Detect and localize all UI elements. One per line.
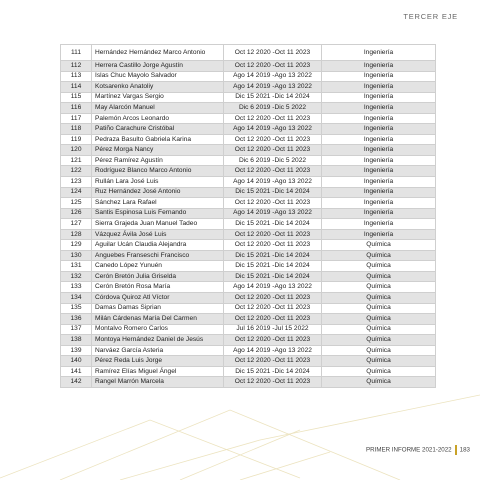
researcher-name: Herrera Castillo Jorge Agustín: [92, 61, 224, 72]
table-row: [61, 113, 436, 124]
row-number: 112: [61, 61, 92, 72]
table-row: [61, 198, 436, 209]
row-number: 133: [61, 282, 92, 293]
appointment-period: Oct 12 2020 -Oct 11 2023: [224, 229, 322, 240]
appointment-period: Dic 15 2021 -Dic 14 2024: [224, 366, 322, 377]
table-row: [61, 124, 436, 135]
researcher-name: Damas Damas Siprian: [92, 303, 224, 314]
row-number: 139: [61, 345, 92, 356]
table-row: [61, 377, 436, 388]
table-row: [61, 366, 436, 377]
appointment-period: Oct 12 2020 -Oct 11 2023: [224, 335, 322, 346]
report-label: PRIMER INFORME 2021-2022: [366, 446, 452, 454]
appointment-period: Oct 12 2020 -Oct 11 2023: [224, 61, 322, 72]
appointment-period: Ago 14 2019 -Ago 13 2022: [224, 71, 322, 82]
research-area: Ingeniería: [322, 134, 436, 145]
researcher-name: Sánchez Lara Rafael: [92, 198, 224, 209]
appointment-period: Dic 15 2021 -Dic 14 2024: [224, 219, 322, 230]
research-area: Química: [322, 250, 436, 261]
appointment-period: Ago 14 2019 -Ago 13 2022: [224, 82, 322, 93]
row-number: 113: [61, 71, 92, 82]
researcher-name: Narváez García Asteria: [92, 345, 224, 356]
row-number: 122: [61, 166, 92, 177]
researcher-name: Rodríguez Blanco Marco Antonio: [92, 166, 224, 177]
researcher-name: Milán Cárdenas María Del Carmen: [92, 314, 224, 325]
row-number: 118: [61, 124, 92, 135]
row-number: 130: [61, 250, 92, 261]
table-row: [61, 82, 436, 93]
table-row: [61, 177, 436, 188]
row-number: 129: [61, 240, 92, 251]
research-area: Química: [322, 303, 436, 314]
research-area: Ingeniería: [322, 219, 436, 230]
research-area: Química: [322, 271, 436, 282]
appointment-period: Oct 12 2020 -Oct 11 2023: [224, 134, 322, 145]
research-area: Ingeniería: [322, 229, 436, 240]
table-row: [61, 345, 436, 356]
research-area: Química: [322, 261, 436, 272]
table-row: [61, 166, 436, 177]
appointment-period: Ago 14 2019 -Ago 13 2022: [224, 345, 322, 356]
appointment-period: Dic 6 2019 -Dic 5 2022: [224, 103, 322, 114]
research-area: Química: [322, 282, 436, 293]
row-number: 117: [61, 113, 92, 124]
row-number: 123: [61, 177, 92, 188]
appointment-period: Ago 14 2019 -Ago 13 2022: [224, 124, 322, 135]
row-number: 134: [61, 293, 92, 304]
table-row: [61, 335, 436, 346]
researcher-name: Islas Chuc Mayolo Salvador: [92, 71, 224, 82]
appointment-period: Oct 12 2020 -Oct 11 2023: [224, 166, 322, 177]
research-area: Química: [322, 345, 436, 356]
research-area: Ingeniería: [322, 124, 436, 135]
appointment-period: Oct 12 2020 -Oct 11 2023: [224, 377, 322, 388]
research-area: Ingeniería: [322, 61, 436, 72]
research-area: Ingeniería: [322, 177, 436, 188]
table-row: [61, 92, 436, 103]
researcher-name: Aguilar Ucán Claudia Alejandra: [92, 240, 224, 251]
appointment-period: Oct 12 2020 -Oct 11 2023: [224, 240, 322, 251]
researcher-name: Montoya Hernández Daniel de Jesús: [92, 335, 224, 346]
appointment-period: Dic 15 2021 -Dic 14 2024: [224, 92, 322, 103]
researcher-name: Palemón Arcos Leonardo: [92, 113, 224, 124]
table-row: [61, 282, 436, 293]
row-number: 136: [61, 314, 92, 325]
table-row: [61, 103, 436, 114]
researcher-name: Pérez Ramírez Agustín: [92, 155, 224, 166]
appointment-period: Dic 15 2021 -Dic 14 2024: [224, 187, 322, 198]
appointment-period: Dic 6 2019 -Dic 5 2022: [224, 155, 322, 166]
researcher-name: Córdova Quiroz Atl Víctor: [92, 293, 224, 304]
table-row: [61, 45, 436, 61]
appointment-period: Ago 14 2019 -Ago 13 2022: [224, 282, 322, 293]
row-number: 140: [61, 356, 92, 367]
footer-divider: [455, 445, 457, 455]
row-number: 131: [61, 261, 92, 272]
row-number: 121: [61, 155, 92, 166]
row-number: 125: [61, 198, 92, 209]
researcher-name: Vázquez Ávila José Luis: [92, 229, 224, 240]
researcher-name: Rullán Lara José Luis: [92, 177, 224, 188]
table-row: [61, 250, 436, 261]
table-row: [61, 303, 436, 314]
appointment-period: Oct 12 2020 -Oct 11 2023: [224, 303, 322, 314]
table-row: [61, 356, 436, 367]
researcher-name: Cerón Bretón Julia Griselda: [92, 271, 224, 282]
row-number: 114: [61, 82, 92, 93]
researcher-name: Montalvo Romero Carlos: [92, 324, 224, 335]
page-footer: [366, 445, 470, 455]
research-area: Química: [322, 335, 436, 346]
appointment-period: Jul 16 2019 -Jul 15 2022: [224, 324, 322, 335]
appointment-period: Oct 12 2020 -Oct 11 2023: [224, 113, 322, 124]
researcher-name: Hernández Hernández Marco Antonio: [92, 45, 224, 61]
row-number: 135: [61, 303, 92, 314]
table-body: [61, 45, 436, 388]
appointment-period: Ago 14 2019 -Ago 13 2022: [224, 177, 322, 188]
table-row: [61, 187, 436, 198]
research-area: Ingeniería: [322, 103, 436, 114]
row-number: 120: [61, 145, 92, 156]
researcher-name: Cerón Bretón Rosa María: [92, 282, 224, 293]
row-number: 119: [61, 134, 92, 145]
researcher-name: Patiño Carachure Cristóbal: [92, 124, 224, 135]
research-area: Química: [322, 356, 436, 367]
researcher-name: Ramírez Elías Miguel Ángel: [92, 366, 224, 377]
table-row: [61, 293, 436, 304]
research-area: Química: [322, 366, 436, 377]
row-number: 126: [61, 208, 92, 219]
researcher-name: Martínez Vargas Sergio: [92, 92, 224, 103]
research-area: Ingeniería: [322, 198, 436, 209]
table-row: [61, 61, 436, 72]
row-number: 132: [61, 271, 92, 282]
row-number: 116: [61, 103, 92, 114]
row-number: 137: [61, 324, 92, 335]
appointment-period: Dic 15 2021 -Dic 14 2024: [224, 271, 322, 282]
research-area: Ingeniería: [322, 82, 436, 93]
table-row: [61, 155, 436, 166]
appointment-period: Oct 12 2020 -Oct 11 2023: [224, 45, 322, 61]
researcher-name: Canedo López Yunuén: [92, 261, 224, 272]
researcher-name: Sierra Grajeda Juan Manuel Tadeo: [92, 219, 224, 230]
researcher-name: Santis Espinosa Luis Fernando: [92, 208, 224, 219]
researcher-name: May Alarcón Manuel: [92, 103, 224, 114]
research-area: Ingeniería: [322, 166, 436, 177]
row-number: 141: [61, 366, 92, 377]
research-area: Ingeniería: [322, 113, 436, 124]
appointment-period: Dic 15 2021 -Dic 14 2024: [224, 261, 322, 272]
table-row: [61, 324, 436, 335]
table-row: [61, 229, 436, 240]
research-area: Química: [322, 377, 436, 388]
appointment-period: Dic 15 2021 -Dic 14 2024: [224, 250, 322, 261]
research-area: Ingeniería: [322, 145, 436, 156]
table-row: [61, 145, 436, 156]
researcher-name: Rangel Marrón Marcela: [92, 377, 224, 388]
table-row: [61, 219, 436, 230]
research-area: Química: [322, 240, 436, 251]
researcher-name: Anguebes Franseschi Francisco: [92, 250, 224, 261]
research-area: Química: [322, 314, 436, 325]
researcher-name: Pérez Reda Luis Jorge: [92, 356, 224, 367]
row-number: 138: [61, 335, 92, 346]
table-row: [61, 314, 436, 325]
research-area: Química: [322, 324, 436, 335]
page-number: 183: [459, 446, 470, 454]
section-label: TERCER EJE: [403, 12, 458, 21]
table-row: [61, 71, 436, 82]
research-area: Ingeniería: [322, 71, 436, 82]
appointment-period: Oct 12 2020 -Oct 11 2023: [224, 356, 322, 367]
row-number: 127: [61, 219, 92, 230]
research-area: Ingeniería: [322, 45, 436, 61]
researcher-name: Ruz Hernández José Antonio: [92, 187, 224, 198]
appointment-period: Oct 12 2020 -Oct 11 2023: [224, 293, 322, 304]
appointment-period: Oct 12 2020 -Oct 11 2023: [224, 198, 322, 209]
table-row: [61, 240, 436, 251]
researcher-name: Kotsarenko Anatoliy: [92, 82, 224, 93]
row-number: 142: [61, 377, 92, 388]
table-row: [61, 271, 436, 282]
research-area: Química: [322, 293, 436, 304]
row-number: 111: [61, 45, 92, 61]
row-number: 124: [61, 187, 92, 198]
row-number: 128: [61, 229, 92, 240]
research-area: Ingeniería: [322, 155, 436, 166]
row-number: 115: [61, 92, 92, 103]
research-area: Ingeniería: [322, 187, 436, 198]
table-row: [61, 134, 436, 145]
researcher-table: [60, 44, 436, 388]
research-area: Ingeniería: [322, 208, 436, 219]
table-row: [61, 261, 436, 272]
appointment-period: Oct 12 2020 -Oct 11 2023: [224, 145, 322, 156]
table-row: [61, 208, 436, 219]
researcher-name: Pérez Morga Nancy: [92, 145, 224, 156]
appointment-period: Ago 14 2019 -Ago 13 2022: [224, 208, 322, 219]
research-area: Ingeniería: [322, 92, 436, 103]
appointment-period: Oct 12 2020 -Oct 11 2023: [224, 314, 322, 325]
researcher-name: Pedraza Basulto Gabriela Karina: [92, 134, 224, 145]
